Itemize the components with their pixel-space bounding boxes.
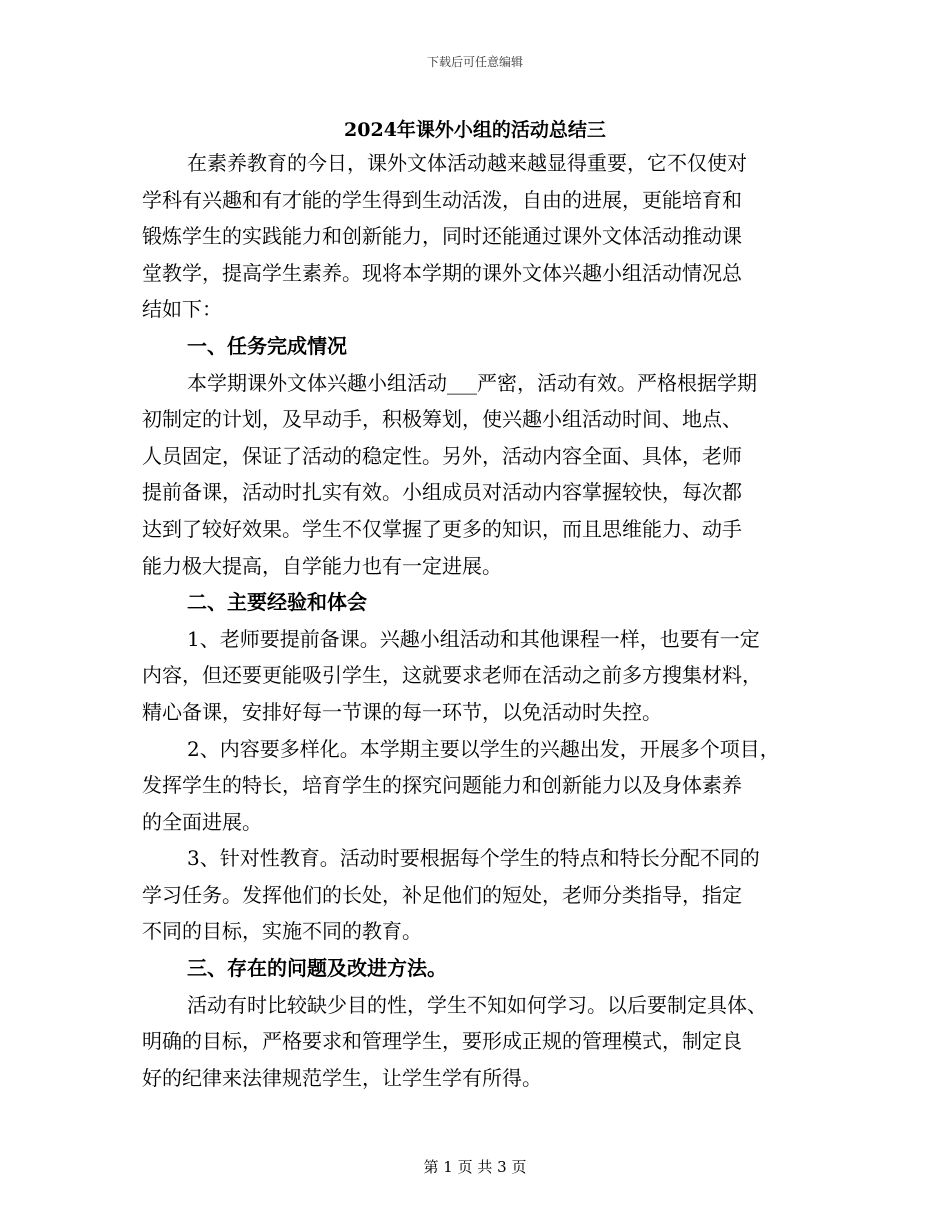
section-heading: 三、存在的问题及改进方法。 [187,956,447,981]
paragraph-line: 锻炼学生的实践能力和创新能力，同时还能通过课外文体活动推动课 [142,224,742,249]
paragraph-line: 在素养教育的今日，课外文体活动越来越显得重要，它不仅使对 [187,151,747,175]
page-header: 下载后可任意编辑 [426,55,523,69]
paragraph-line: 初制定的计划，及早动手，积极筹划，使兴趣小组活动时间、地点、 [142,407,742,432]
paragraph-line: 2、内容要多样化。本学期主要以学生的兴趣出发，开展多个项目， [187,736,780,761]
paragraph-line: 不同的目标，实施不同的教育。 [142,919,422,944]
paragraph-line: 结如下： [142,297,222,322]
paragraph-line: 达到了较好效果。学生不仅掌握了更多的知识，而且思维能力、动手 [142,516,742,541]
paragraph-line: 1、老师要提前备课。兴趣小组活动和其他课程一样，也要有一定 [187,626,760,651]
paragraph-line: 学习任务。发挥他们的长处，补足他们的短处，老师分类指导，指定 [142,882,742,907]
paragraph-line: 3、针对性教育。活动时要根据每个学生的特点和特长分配不同的 [187,846,760,871]
paragraph-line: 好的纪律来法律规范学生，让学生学有所得。 [142,1065,542,1090]
paragraph-line: 的全面进展。 [142,809,262,834]
page-footer: 第 1 页 共 3 页 [423,1158,527,1176]
paragraph-line: 明确的目标，严格要求和管理学生，要形成正规的管理模式，制定良 [142,1029,742,1054]
paragraph-line: 精心备课，安排好每一节课的每一环节，以免活动时失控。 [142,699,662,724]
paragraph-line: 内容，但还要更能吸引学生，这就要求老师在活动之前多方搜集材料， [142,663,762,688]
document-title: 2024年课外小组的活动总结三 [344,119,606,141]
section-heading: 二、主要经验和体会 [187,590,367,615]
paragraph-line: 活动有时比较缺少目的性，学生不知如何学习。以后要制定具体、 [187,992,767,1017]
section-heading: 一、任务完成情况 [187,333,347,358]
paragraph-line: 本学期课外文体兴趣小组活动___严密，活动有效。严格根据学期 [187,370,757,395]
document-body [142,145,822,1096]
paragraph-line: 提前备课，活动时扎实有效。小组成员对活动内容掌握较快，每次都 [142,480,742,505]
paragraph-line: 发挥学生的特长，培育学生的探究问题能力和创新能力以及身体素养 [142,773,742,798]
paragraph-line: 人员固定，保证了活动的稳定性。另外，活动内容全面、具体，老师 [142,443,742,468]
paragraph-line: 堂教学，提高学生素养。现将本学期的课外文体兴趣小组活动情况总 [142,260,742,285]
paragraph-line: 能力极大提高，自学能力也有一定进展。 [142,553,502,578]
paragraph-line: 学科有兴趣和有才能的学生得到生动活泼，自由的进展，更能培育和 [142,187,742,212]
